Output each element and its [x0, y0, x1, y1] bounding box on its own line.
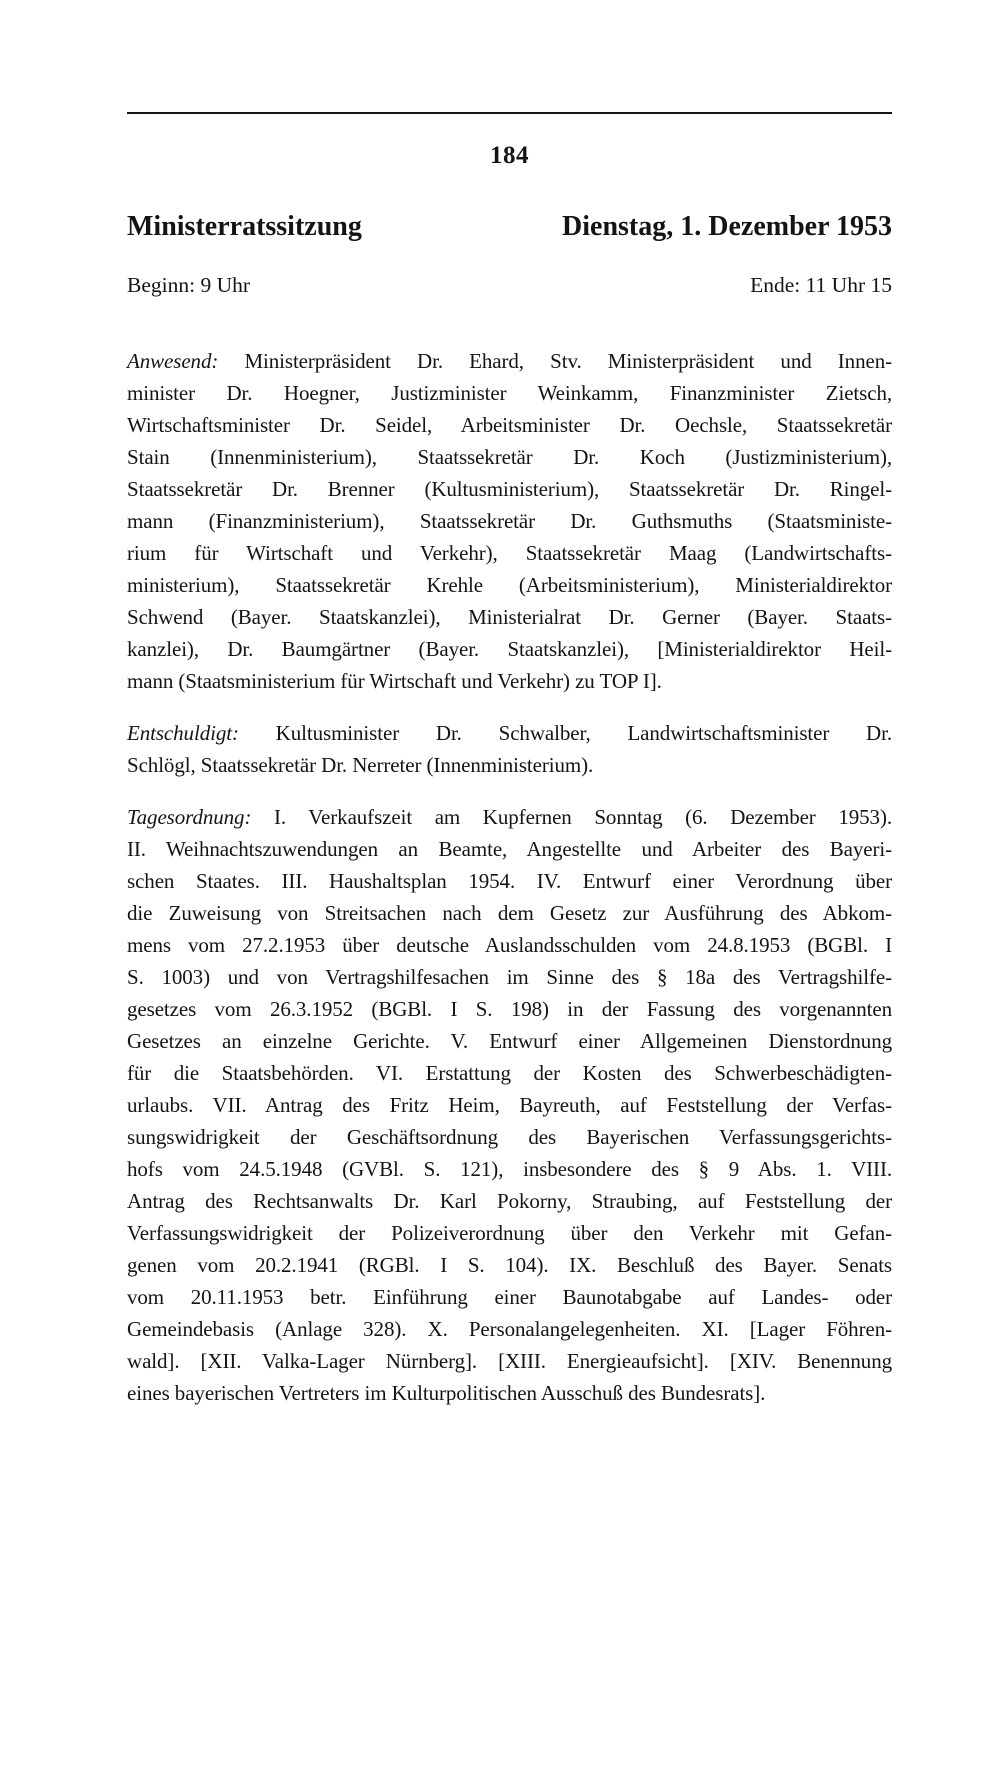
text-line: S. 1003) und von Vertragshilfesachen im Sinne des § 18a des Vertragshilfe-	[127, 965, 892, 989]
page-number: 184	[490, 142, 529, 169]
text-line-content: I. Verkaufszeit am Kupfernen Sonntag (6. Dezember 1953).	[274, 805, 892, 829]
text-line: Verfassungswidrigkeit der Polizeiverordnung über den Verkehr mit Gefan-	[127, 1221, 892, 1245]
paragraph-entschuldigt	[127, 717, 892, 781]
end-time: Ende: 11 Uhr 15	[750, 273, 892, 297]
session-date: Dienstag, 1. Dezember 1953	[562, 211, 892, 242]
text-line: Schwend (Bayer. Staatskanzlei), Ministerialrat Dr. Gerner (Bayer. Staats-	[127, 605, 892, 629]
session-title: Ministerratssitzung	[127, 211, 362, 242]
text-line: mann (Staatsministerium für Wirtschaft und Verkehr) zu TOP I].	[127, 669, 662, 693]
text-line: für die Staatsbehörden. VI. Erstattung der Kosten des Schwerbeschädigten-	[127, 1061, 892, 1085]
text-line: wald]. [XII. Valka-Lager Nürnberg]. [XIII. Energieaufsicht]. [XIV. Benennung	[127, 1349, 892, 1373]
paragraph-tagesordnung	[127, 801, 892, 1409]
text-line: rium für Wirtschaft und Verkehr), Staatssekretär Maag (Landwirtschafts-	[127, 541, 892, 565]
begin-time: Beginn: 9 Uhr	[127, 273, 251, 297]
text-line: hofs vom 24.5.1948 (GVBl. S. 121), insbesondere des § 9 Abs. 1. VIII.	[127, 1157, 892, 1181]
text-line: Antrag des Rechtsanwalts Dr. Karl Pokorny, Straubing, auf Feststellung der	[127, 1189, 892, 1213]
text-line: Staatssekretär Dr. Brenner (Kultusministerium), Staatssekretär Dr. Ringel-	[127, 477, 892, 501]
text-line: Stain (Innenministerium), Staatssekretär Dr. Koch (Justizministerium),	[127, 445, 892, 469]
session-times	[127, 269, 892, 301]
paragraph-anwesend	[127, 345, 892, 697]
paragraph-lead: Anwesend:	[127, 349, 219, 373]
document-page	[127, 112, 892, 1409]
text-line: urlaubs. VII. Antrag des Fritz Heim, Bayreuth, auf Feststellung der Verfas-	[127, 1093, 892, 1117]
text-line: Gemeindebasis (Anlage 328). X. Personalangelegenheiten. XI. [Lager Föhren-	[127, 1317, 892, 1341]
text-line: II. Weihnachtszuwendungen an Beamte, Angestellte und Arbeiter des Bayeri-	[127, 837, 892, 861]
text-line: Gesetzes an einzelne Gerichte. V. Entwurf einer Allgemeinen Dienstordnung	[127, 1029, 892, 1053]
text-line: schen Staates. III. Haushaltsplan 1954. IV. Entwurf einer Verordnung über	[127, 869, 892, 893]
text-line: kanzlei), Dr. Baumgärtner (Bayer. Staatskanzlei), [Ministerialdirektor Heil-	[127, 637, 892, 661]
text-line-content: Ministerpräsident Dr. Ehard, Stv. Ministerpräsident und Innen-	[244, 349, 892, 373]
text-line: genen vom 20.2.1941 (RGBl. I S. 104). IX. Beschluß des Bayer. Senats	[127, 1253, 892, 1277]
text-line	[127, 345, 892, 377]
text-line	[127, 801, 892, 833]
text-line: Wirtschaftsminister Dr. Seidel, Arbeitsminister Dr. Oechsle, Staatssekretär	[127, 413, 892, 437]
text-line: Schlögl, Staatssekretär Dr. Nerreter (Innenministerium).	[127, 753, 594, 777]
text-line-content: Kultusminister Dr. Schwalber, Landwirtschaftsminister Dr.	[275, 721, 892, 745]
text-line	[127, 717, 892, 749]
text-line: minister Dr. Hoegner, Justizminister Weinkamm, Finanzminister Zietsch,	[127, 381, 892, 405]
text-line: vom 20.11.1953 betr. Einführung einer Baunotabgabe auf Landes- oder	[127, 1285, 892, 1309]
text-line: mens vom 27.2.1953 über deutsche Auslandsschulden vom 24.8.1953 (BGBl. I	[127, 933, 892, 957]
text-line: mann (Finanzministerium), Staatssekretär Dr. Guthsmuths (Staatsministe-	[127, 509, 892, 533]
session-header	[127, 211, 892, 243]
paragraph-lead: Tagesordnung:	[127, 805, 252, 829]
text-line: eines bayerischen Vertreters im Kulturpolitischen Ausschuß des Bundesrats].	[127, 1381, 766, 1405]
text-line: gesetzes vom 26.3.1952 (BGBl. I S. 198) in der Fassung des vorgenannten	[127, 997, 892, 1021]
text-line: sungswidrigkeit der Geschäftsordnung des Bayerischen Verfassungsgerichts-	[127, 1125, 892, 1149]
text-line: ministerium), Staatssekretär Krehle (Arbeitsministerium), Ministerialdirektor	[127, 573, 892, 597]
header-rule	[127, 112, 892, 114]
paragraph-lead: Entschuldigt:	[127, 721, 239, 745]
text-line: die Zuweisung von Streitsachen nach dem Gesetz zur Ausführung des Abkom-	[127, 901, 892, 925]
